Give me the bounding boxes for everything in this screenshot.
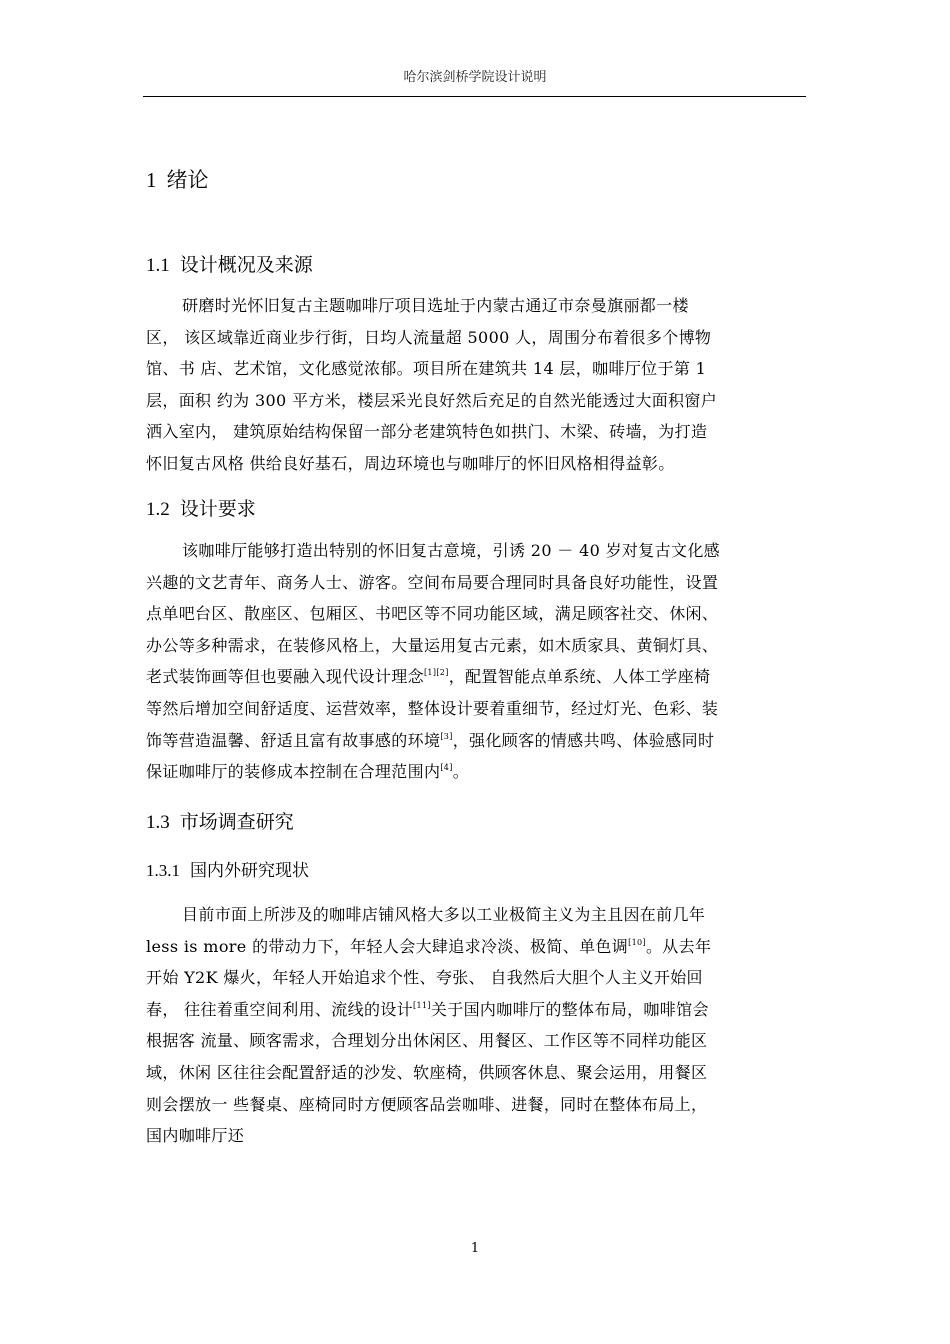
section-number: 1.2 [146,499,170,520]
section-title: 设计概况及来源 [179,254,313,276]
subsection-title: 国内外研究现状 [190,861,309,881]
text-line [146,931,810,963]
text-line: 则会摆放一 些餐桌、座椅同时方便顾客品尝咖啡、进餐，同时在整体布局上， [146,1094,708,1114]
citation-ref: [10] [628,937,646,947]
chapter-heading [146,165,209,195]
text-line: 目前市面上所涉及的咖啡店铺风格大多以工业极简主义为主且因在前几年 [182,905,706,924]
text-line: 该咖啡厅能够打造出特别的怀旧复古意境，引诱 20 － 40 岁对复古文化感 [182,541,721,560]
text-line [146,661,810,693]
text-line: 兴趣的文艺青年、商务人士、游客。空间布局要合理同时具备良好功能性，设置 [146,572,719,592]
paragraph-1-1 [146,290,810,480]
text-line: 等然后增加空间舒适度、运营效率，整体设计要着重细节，经过灯光、色彩、装 [146,698,719,718]
citation-ref: [1][2] [423,668,449,678]
text-line [146,994,810,1026]
page-number: 1 [470,1241,480,1256]
text-segment: less is more 的带动力下，年轻人会大肆追求冷淡、极简、单色调 [146,936,629,956]
text-segment: 春， 往往着重空间利用、流线的设计 [146,999,414,1019]
section-heading-1-1 [146,251,313,280]
citation-ref: [11] [413,1000,431,1010]
text-segment: 老式装饰画等但也要融入现代设计理念 [146,667,424,687]
text-line: 国内咖啡厅还 [146,1126,245,1146]
text-segment: ，配置智能点单系统、人体工学座椅 [448,667,711,687]
page-header: 哈尔滨剑桥学院设计说明 [403,70,547,85]
text-line: 层，面积 约为 300 平方米，楼层采光良好然后充足的自然光能透过大面积窗户 [146,390,718,410]
text-line: 点单吧台区、散座区、包厢区、书吧区等不同功能区域，满足顾客社交、休闲、 [146,604,719,624]
text-line: 域，休闲 区往往会配置舒适的沙发、软座椅，供顾客休息、聚会运用，用餐区 [146,1062,708,1082]
section-title: 设计要求 [179,498,256,520]
citation-ref: [3] [440,731,453,741]
text-segment: 保证咖啡厅的装修成本控制在合理范围内 [146,762,441,782]
section-heading-1-3 [146,808,294,837]
subsection-heading-1-3-1 [146,858,309,884]
text-line: 洒入室内， 建筑原始结构保留一部分老建筑特色如拱门、木梁、砖墙，为打造 [146,422,708,442]
chapter-title: 绪论 [166,168,209,192]
section-heading-1-2 [146,495,256,524]
header-rule [143,96,806,97]
text-line: 怀旧复古风格 供给良好基石，周边环境也与咖啡厅的怀旧风格相得益彰。 [146,453,675,473]
text-line: 开始 Y2K 爆火，年轻人开始追求个性、夸张、 自我然后大胆个人主义开始回 [146,968,703,988]
chapter-number: 1 [146,168,157,192]
text-segment: 饰等营造温馨、舒适且富有故事感的环境 [146,730,441,750]
subsection-number: 1.3.1 [146,861,180,880]
text-segment: ，强化顾客的情感共鸣、体验感同时 [452,730,715,750]
section-number: 1.3 [146,812,170,833]
text-line [146,756,810,788]
citation-ref: [4] [440,763,453,773]
text-segment: 。从去年 [645,936,712,956]
text-line: 办公等多种需求，在装修风格上，大量运用复古元素，如木质家具、黄铜灯具、 [146,635,719,655]
text-line: 馆、书 店、艺术馆，文化感觉浓郁。项目所在建筑共 14 层，咖啡厅位于第 1 [146,359,707,379]
text-line: 根据客 流量、顾客需求，合理划分出休闲区、用餐区、工作区等不同样功能区 [146,1031,708,1051]
section-number: 1.1 [146,255,170,276]
text-segment: 关于国内咖啡厅的整体布局，咖啡馆会 [430,999,709,1019]
text-line: 区， 该区域靠近商业步行街，日均人流量超 5000 人，周围分布着很多个博物 [146,327,712,347]
paragraph-1-2 [146,535,810,788]
text-line [146,725,810,757]
text-line: 研磨时光怀旧复古主题咖啡厅项目选址于内蒙古通辽市奈曼旗丽都一楼 [182,296,689,315]
paragraph-1-3-1 [146,899,810,1152]
text-segment: 。 [452,762,470,782]
section-title: 市场调查研究 [179,811,294,833]
